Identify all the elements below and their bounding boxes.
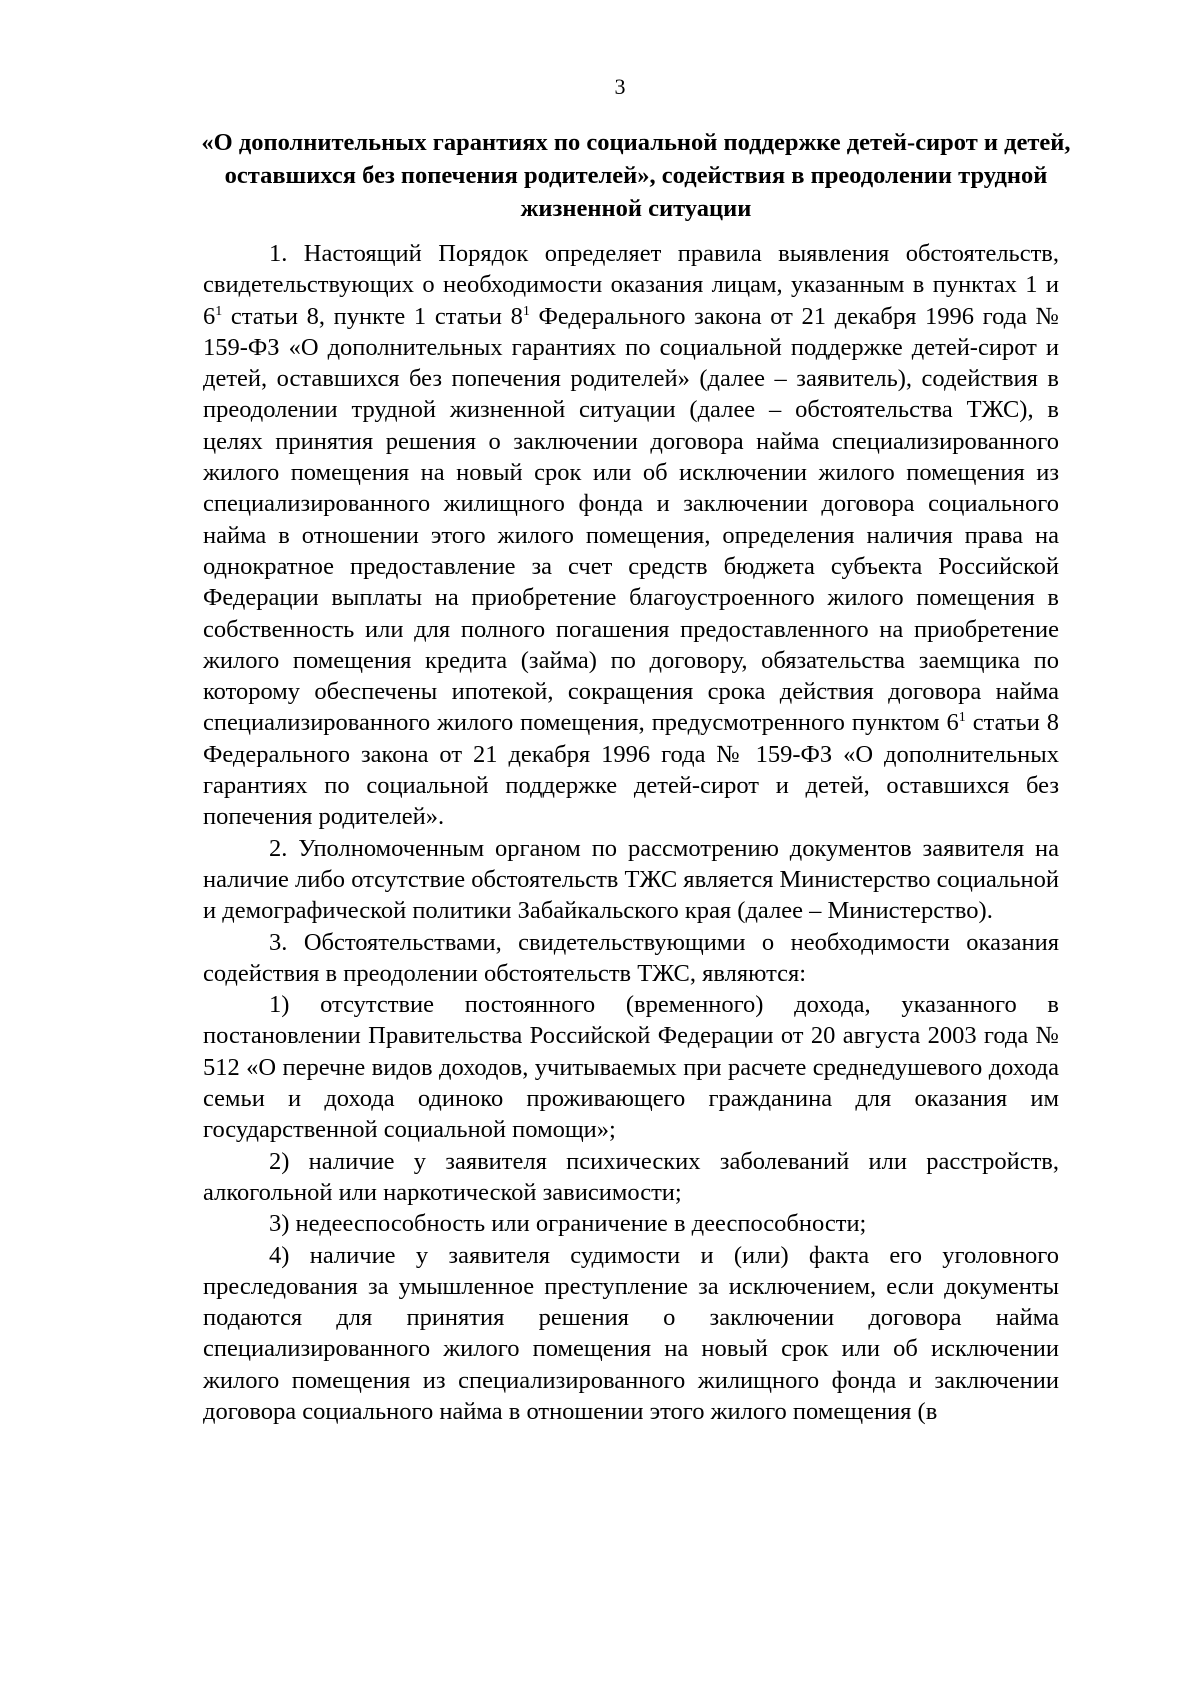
paragraph-1-text-b: статьи 8, пункте 1 статьи 8 [222, 302, 523, 330]
superscript-3: 1 [958, 710, 966, 726]
document-body [203, 238, 1059, 1427]
list-item-1: 1) отсутствие постоянного (временного) дохода, указанного в постановлении Правительства Российской Федерации от 20 августа 2003 года № 512 «О перечне видов доходов, учитываемых при расчете среднедушевого дохода семьи и дохода одиноко проживающего гражданина для оказания им государственной социальной помощи»; [203, 991, 1059, 1144]
paragraph-2: 2. Уполномоченным органом по рассмотрению документов заявителя на наличие либо отсутствие обстоятельств ТЖС является Министерство социальной и демографической политики Забайкальского края (далее – Министерство). [203, 834, 1059, 925]
list-item-2: 2) наличие у заявителя психических заболеваний или расстройств, алкогольной или наркотической зависимости; [203, 1147, 1059, 1206]
document-title: «О дополнительных гарантиях по социальной поддержке детей-сирот и детей, оставшихся без попечения родителей», содействия в преодолении трудной жизненной ситуации [201, 129, 1071, 222]
paragraph-3: 3. Обстоятельствами, свидетельствующими о необходимости оказания содействия в преодолении обстоятельств ТЖС, являются: [203, 928, 1059, 987]
paragraph-1-text-d: статьи 8 Федерального закона от 21 декабря 1996 года № 159-ФЗ «О дополнительных гарантиях по социальной поддержке детей-сирот и детей, оставшихся без попечения родителей». [203, 709, 1059, 831]
superscript-1: 1 [215, 303, 223, 319]
superscript-2: 1 [522, 303, 530, 319]
page-number: 3 [614, 74, 626, 99]
paragraph-1 [203, 238, 1059, 833]
list-item-3: 3) недееспособность или ограничение в дееспособности; [269, 1210, 867, 1238]
paragraph-1-text-c: Федерального закона от 21 декабря 1996 года № 159-ФЗ «О дополнительных гарантиях по социальной поддержке детей-сирот и детей, оставшихся без попечения родителей» (далее – заявитель), содействия в преодолении трудной жизненной ситуации (далее – обстоятельства ТЖС), в целях принятия решения о заключении договора найма специализированного жилого помещения на новый срок или об исключении жилого помещения из специализированного жилищного фонда и заключении договора социального найма в отношении этого жилого помещения, определения наличия права на однократное предоставление за счет средств бюджета субъекта Российской Федерации выплаты на приобретение благоустроенного жилого помещения в собственность или для полного погашения предоставленного на приобретение жилого помещения кредита (займа) по договору, обязательства заемщика по которому обеспечены ипотекой, сокращения срока действия договора найма специализированного жилого помещения, предусмотренного пунктом 6 [203, 302, 1059, 737]
paragraph-1-text-a: 1. Настоящий Порядок определяет правила выявления обстоятельств, свидетельствующих о необходимости оказания лицам, указанным в пунктах 1 и 6 [203, 240, 1059, 330]
list-item-4: 4) наличие у заявителя судимости и (или) факта его уголовного преследования за умышленное преступление за исключением, если документы подаются для принятия решения о заключении договора найма специализированного жилого помещения на новый срок или об исключении жилого помещения из специализированного жилищного фонда и заключении договора социального найма в отношении этого жилого помещения (в [203, 1241, 1059, 1425]
